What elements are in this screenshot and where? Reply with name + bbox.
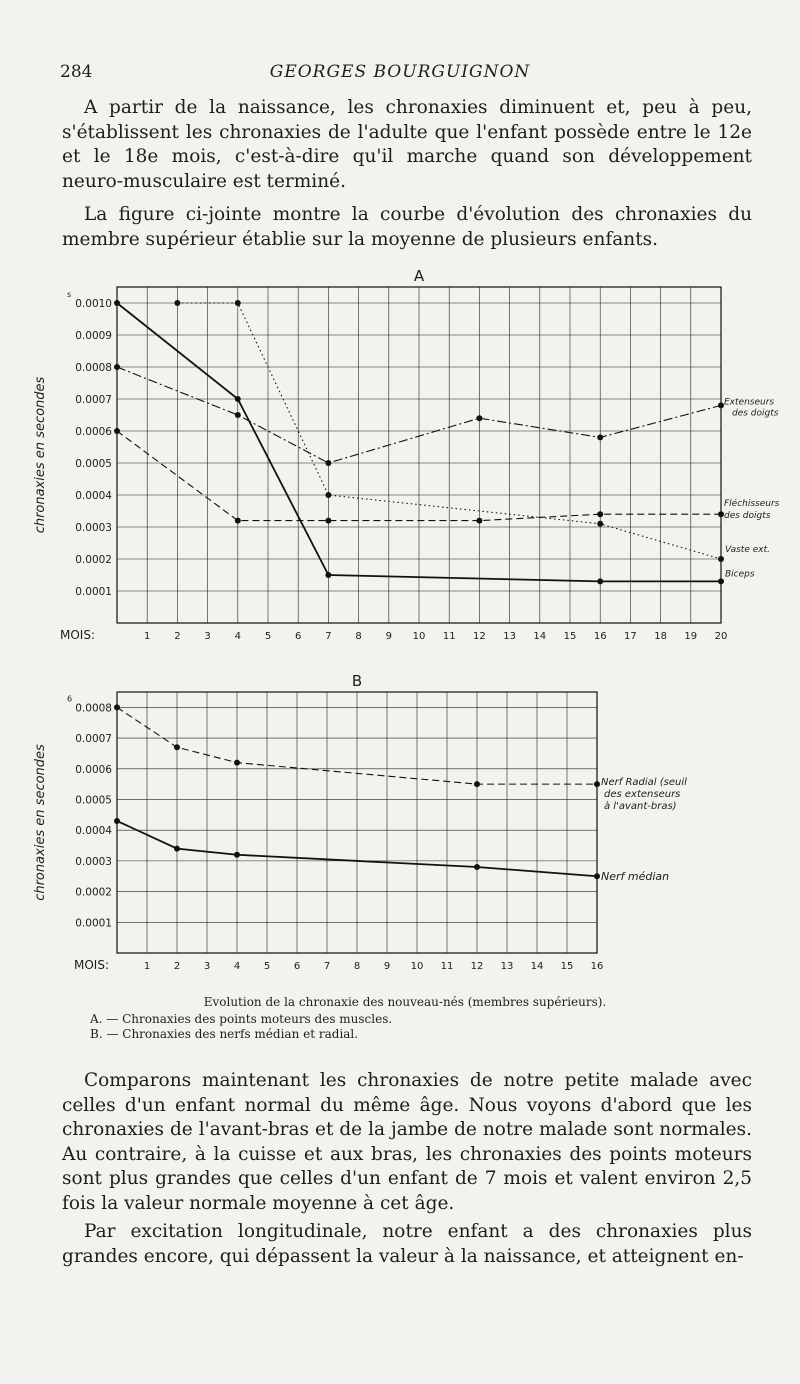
chart-b-y-tick-label: 0.0006 bbox=[75, 763, 112, 776]
chart-b-series-1-point bbox=[174, 846, 180, 852]
paragraph-3 bbox=[62, 1069, 752, 1216]
chart-a-x-tick-label: 20 bbox=[714, 631, 728, 642]
paragraph-2-text: La figure ci-jointe montre la courbe d'évolution des chronaxies du membre supérieur établie sur la moyenne de plusieurs enfants. bbox=[62, 204, 752, 250]
chart-b-x-tick-label: 15 bbox=[560, 961, 574, 972]
chart-b-x-tick-label: 14 bbox=[530, 961, 544, 972]
chart-b-label-radial-1: Nerf Radial (seuil bbox=[601, 777, 687, 789]
chart-a-label-extenseurs-1: Extenseurs bbox=[724, 397, 775, 408]
chart-b-label-median: Nerf médian bbox=[601, 870, 670, 884]
chart-a-x-tick-label: 13 bbox=[503, 631, 516, 642]
chart-b-series-1-point bbox=[234, 852, 240, 858]
chart-a-x-tick-label: 11 bbox=[442, 631, 456, 642]
chart-a-y-tick-label: 0.0005 bbox=[75, 458, 112, 470]
chart-b-y-axis-label: chronaxies en secondes bbox=[33, 744, 48, 901]
chart-a-x-tick-label: 17 bbox=[624, 631, 637, 642]
chart-a-series-1-point bbox=[235, 518, 241, 524]
chart-a-y-axis-label: chronaxies en secondes bbox=[33, 376, 48, 534]
chart-a-x-tick-label: 8 bbox=[355, 631, 362, 642]
chart-a-y-tick-label: 0.0001 bbox=[75, 586, 112, 598]
chart-b-series-0-point bbox=[594, 781, 600, 787]
chart-b-y-tick-label: 0.0007 bbox=[75, 733, 112, 746]
chart-a-series-3-point bbox=[718, 578, 724, 584]
chart-a-series-3-point bbox=[597, 578, 603, 584]
chart-b-x-tick-label: 4 bbox=[233, 961, 241, 972]
chart-a-y-tick-label: 0.0008 bbox=[75, 362, 112, 374]
chart-a-label-flechisseurs-1: Fléchisseurs bbox=[724, 499, 780, 510]
chart-a-series-1-point bbox=[114, 428, 120, 434]
chart-a-label-flechisseurs-2: des doigts bbox=[724, 511, 771, 522]
chart-b-x-tick-label: 7 bbox=[323, 961, 331, 972]
figure-caption-b: B. — Chronaxies des nerfs médian et radial. bbox=[90, 1027, 359, 1041]
chart-a-x-tick-label: 2 bbox=[174, 631, 181, 642]
chart-a-y-tick-label: 0.0007 bbox=[75, 394, 112, 406]
chart-a-y-exponent-mark: s bbox=[67, 290, 72, 299]
chart-a-series-2-point bbox=[597, 521, 603, 527]
chart-a-y-tick-label: 0.0004 bbox=[75, 490, 112, 502]
chart-b-x-tick-label: 5 bbox=[263, 961, 271, 972]
chart-a-series-3-point bbox=[325, 572, 331, 578]
chart-a-y-tick-label: 0.0009 bbox=[75, 330, 112, 342]
chart-b-x-tick-label: 10 bbox=[410, 961, 424, 972]
chart-a-series-0-point bbox=[476, 415, 482, 421]
paragraph-4 bbox=[62, 1220, 752, 1269]
chart-b-series-1-point bbox=[594, 873, 600, 879]
chart-a-series-3-point bbox=[235, 396, 241, 402]
chart-b-x-tick-label: 3 bbox=[203, 961, 211, 972]
chart-a-y-tick-label: 0.0002 bbox=[75, 554, 112, 566]
chart-b-series-1-point bbox=[114, 818, 120, 824]
chart-b-y-tick-label: 0.0002 bbox=[75, 886, 112, 899]
page-number: 284 bbox=[60, 62, 93, 82]
chart-b-title: B bbox=[351, 672, 363, 690]
chart-a-series-3-point bbox=[114, 300, 120, 306]
chart-a-label-extenseurs-2: des doigts bbox=[732, 408, 779, 419]
chart-b-label-radial-2: des extenseurs bbox=[604, 789, 681, 801]
chart-a-label-biceps: Biceps bbox=[725, 569, 755, 580]
chart-a-x-axis-label: MOIS: bbox=[60, 628, 95, 642]
chart-a-x-tick-label: 1 bbox=[144, 631, 151, 642]
chart-a-series-2-point bbox=[718, 556, 724, 562]
chart-b-x-tick-label: 8 bbox=[353, 961, 361, 972]
paragraph-4-text: Par excitation longitudinale, notre enfant a des chronaxies plus grandes encore, qui dépassent la valeur à la naissance, et atteignent en- bbox=[62, 1221, 752, 1267]
chart-a-x-tick-label: 5 bbox=[264, 631, 272, 642]
chart-b-x-tick-label: 16 bbox=[590, 961, 604, 972]
chart-b-x-tick-label: 2 bbox=[173, 961, 181, 972]
chart-b-series-0-point bbox=[174, 744, 180, 750]
chart-a-series-2-point bbox=[174, 300, 180, 306]
chart-a-series-0-point bbox=[597, 434, 603, 440]
chart-b-label-radial-3: à l'avant-bras) bbox=[604, 801, 677, 813]
figure-caption-a: A. — Chronaxies des points moteurs des muscles. bbox=[90, 1012, 393, 1026]
chart-a-x-tick-label: 10 bbox=[412, 631, 426, 642]
chart-a-x-tick-label: 4 bbox=[234, 631, 241, 642]
chart-a-x-tick-label: 16 bbox=[593, 631, 607, 642]
chart-a-x-tick-label: 19 bbox=[684, 631, 698, 642]
figure-caption-title: Evolution de la chronaxie des nouveau-nés (membres supérieurs). bbox=[203, 995, 607, 1009]
chart-b-y-tick-label: 0.0004 bbox=[75, 825, 112, 838]
paragraph-1-text: A partir de la naissance, les chronaxies diminuent et, peu à peu, s'établissent les chronaxies de l'adulte que l'enfant possède entre le 12e et le 18e mois, c'est-à-dire qu'il marche quand son développement neuro-musculaire est terminé. bbox=[62, 97, 752, 192]
chart-a-series-0-point bbox=[325, 460, 331, 466]
chart-a-x-tick-label: 12 bbox=[473, 631, 486, 642]
paragraph-3-text: Comparons maintenant les chronaxies de notre petite malade avec celles d'un enfant normal du même âge. Nous voyons d'abord que les chronaxies de l'avant-bras et de la jambe de notre malade sont normales. Au contraire, à la cuisse et aux bras, les chronaxies des points moteurs sont plus grandes que celles d'un enfant de 7 mois et valent environ 2,5 fois la valeur normale moyenne à cet âge. bbox=[62, 1070, 752, 1214]
chart-b-series-0-point bbox=[234, 760, 240, 766]
chart-a-x-tick-label: 7 bbox=[325, 631, 332, 642]
chart-a-series-1-point bbox=[476, 518, 482, 524]
chart-b-x-tick-label: 13 bbox=[500, 961, 514, 972]
chart-a-y-tick-label: 0.0003 bbox=[75, 522, 112, 534]
chart-b-x-tick-label: 11 bbox=[440, 961, 454, 972]
chart-a-series-2-point bbox=[325, 492, 331, 498]
chart-b-x-tick-label: 1 bbox=[143, 961, 151, 972]
chart-b-x-tick-label: 6 bbox=[293, 961, 301, 972]
chart-a-series-0-point bbox=[114, 364, 120, 370]
chart-a-x-tick-label: 9 bbox=[385, 631, 392, 642]
chart-a-label-vaste: Vaste ext. bbox=[725, 545, 770, 555]
chart-b-series-0-point bbox=[474, 781, 480, 787]
chart-b-series-0-point bbox=[114, 704, 120, 710]
chart-b-y-tick-label: 0.0005 bbox=[75, 794, 112, 807]
chart-b-y-tick-label: 0.0001 bbox=[75, 917, 112, 930]
chart-b-y-tick-label: 0.0008 bbox=[75, 702, 112, 715]
chart-a-series-1-point bbox=[597, 511, 603, 517]
chart-a-x-tick-label: 18 bbox=[654, 631, 667, 642]
chart-a-series-1-point bbox=[325, 518, 331, 524]
chart-b-y-tick-label: 0.0003 bbox=[75, 855, 112, 868]
chart-a-x-tick-label: 14 bbox=[533, 631, 547, 642]
chart-a-x-tick-label: 15 bbox=[563, 631, 577, 642]
chart-b-series-1-point bbox=[474, 864, 480, 870]
chart-a-series-0-point bbox=[235, 412, 241, 418]
chart-b-x-tick-label: 9 bbox=[383, 961, 391, 972]
chart-a-y-tick-label: 0.0010 bbox=[75, 298, 112, 310]
chart-b-x-axis-label: MOIS: bbox=[74, 958, 109, 972]
chart-b-y-exponent-mark: 6 bbox=[67, 694, 73, 704]
chart-a-x-tick-label: 3 bbox=[204, 631, 211, 642]
chart-a-y-tick-label: 0.0006 bbox=[75, 426, 112, 438]
chart-a-series-2-point bbox=[235, 300, 241, 306]
running-title: GEORGES BOURGUIGNON bbox=[269, 62, 531, 82]
chart-a-title: A bbox=[413, 267, 425, 285]
chart-b-x-tick-label: 12 bbox=[470, 961, 484, 972]
chart-a-x-tick-label: 6 bbox=[295, 631, 302, 642]
